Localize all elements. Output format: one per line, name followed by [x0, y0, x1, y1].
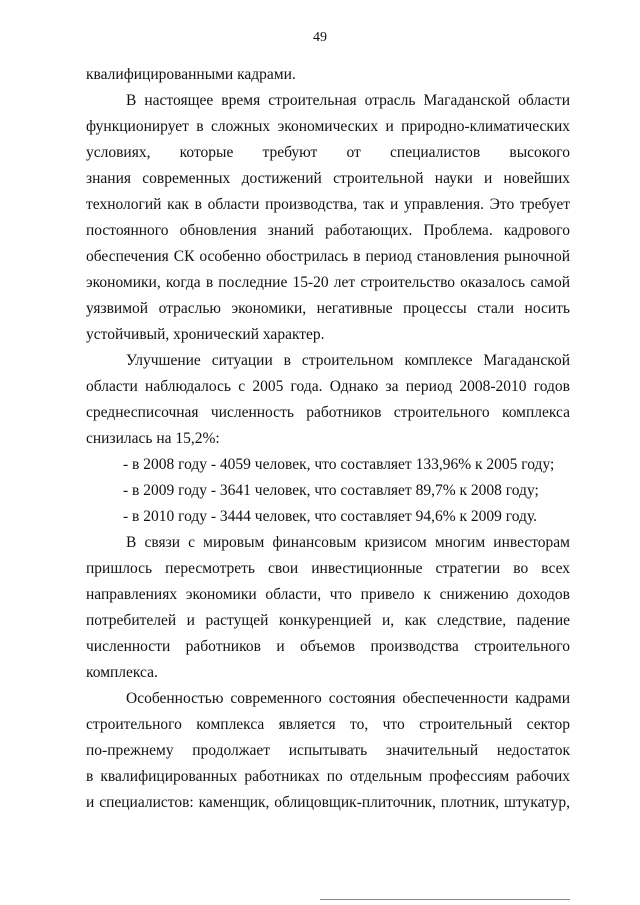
text-line: обеспечения СК особенно обострилась в период становления рыночной [86, 248, 570, 265]
text-line: направлениях экономики области, что привело к снижению доходов [86, 586, 570, 603]
list-item: - в 2008 году - 4059 человек, что составляет 133,96% к 2005 году; [123, 456, 555, 473]
text-line: постоянного обновления знаний работающих. Проблема. кадрового [86, 222, 570, 239]
body-text [86, 62, 570, 816]
text-line: уязвимой отраслью экономики, негативные процессы стали носить [86, 300, 570, 317]
footer-rule [320, 899, 570, 900]
text-line: экономики, когда в последние 15-20 лет строительство оказалось самой [86, 274, 570, 291]
text-line: В связи с мировым финансовым кризисом многим инвесторам [126, 534, 570, 551]
text-line: потребителей и растущей конкуренцией и, как следствие, падение [86, 612, 570, 629]
list-item: - в 2009 году - 3641 человек, что составляет 89,7% к 2008 году; [123, 482, 539, 499]
text-line: функционирует в сложных экономических и природно-климатических [86, 118, 570, 135]
text-line: технологий как в области производства, так и управления. Это требует [86, 196, 570, 213]
text-line: строительного комплекса является то, что строительный сектор [86, 716, 570, 733]
page-number: 49 [313, 30, 327, 45]
text-line: Улучшение ситуации в строительном комплексе Магаданской [126, 352, 570, 369]
text-line: численности работников и объемов производства строительного [86, 638, 570, 655]
text-line: знания современных достижений строительной науки и новейших [86, 170, 570, 187]
text-line: по-прежнему продолжает испытывать значительный недостаток [86, 742, 570, 759]
text-line: и специалистов: каменщик, облицовщик-плиточник, плотник, штукатур, [86, 794, 570, 811]
text-line: снизилась на 15,2%: [86, 430, 220, 447]
text-line: пришлось пересмотреть свои инвестиционные стратегии во всех [86, 560, 570, 577]
text-line: квалифицированными кадрами. [86, 66, 296, 83]
text-line: условиях, которые требуют от специалистов высокого [86, 144, 570, 161]
text-line: комплекса. [86, 664, 158, 681]
text-line: в квалифицированных работниках по отдельным профессиям рабочих [86, 768, 570, 785]
text-line: Особенностью современного состояния обеспеченности кадрами [126, 690, 570, 707]
text-line: устойчивый, хронический характер. [86, 326, 325, 343]
text-line: среднесписочная численность работников строительного комплекса [86, 404, 570, 421]
list-item: - в 2010 году - 3444 человек, что составляет 94,6% к 2009 году. [123, 508, 538, 525]
text-line: В настоящее время строительная отрасль Магаданской области [126, 92, 570, 109]
text-line: области наблюдалось с 2005 года. Однако за период 2008-2010 годов [86, 378, 570, 395]
